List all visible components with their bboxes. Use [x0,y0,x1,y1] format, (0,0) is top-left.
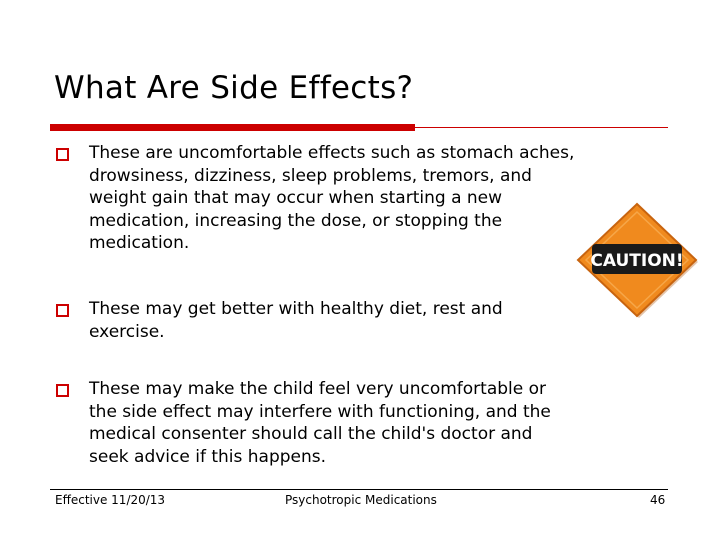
footer-topic: Psychotropic Medications [285,493,437,507]
caution-label: CAUTION! [590,251,684,271]
page-number: 46 [650,493,666,507]
bullet-item-3 [54,378,709,468]
square-bullet-icon [56,384,69,397]
bullet-text-1: These are uncomfortable effects such as stomach aches, drowsiness, dizziness, sleep problems, tremors, and weight gain that may occur when starting a new medication, increasing the dose, or stopping the medication. [89,143,575,253]
square-bullet-icon [56,148,69,161]
slide-title: What Are Side Effects? [54,70,414,106]
bullet-text-2: These may get better with healthy diet, rest and exercise. [89,299,503,342]
caution-sign-icon [572,200,702,320]
footer-date: Effective 11/20/13 [55,493,166,507]
square-bullet-icon [56,304,69,317]
title-underline-thin [415,127,668,128]
footer-divider [50,489,668,490]
bullet-text-3: These may make the child feel very uncomfortable or the side effect may interfere with functioning, and the medical consenter should call the child's doctor and seek advice if this happens. [89,379,551,467]
title-underline-thick [50,124,415,131]
